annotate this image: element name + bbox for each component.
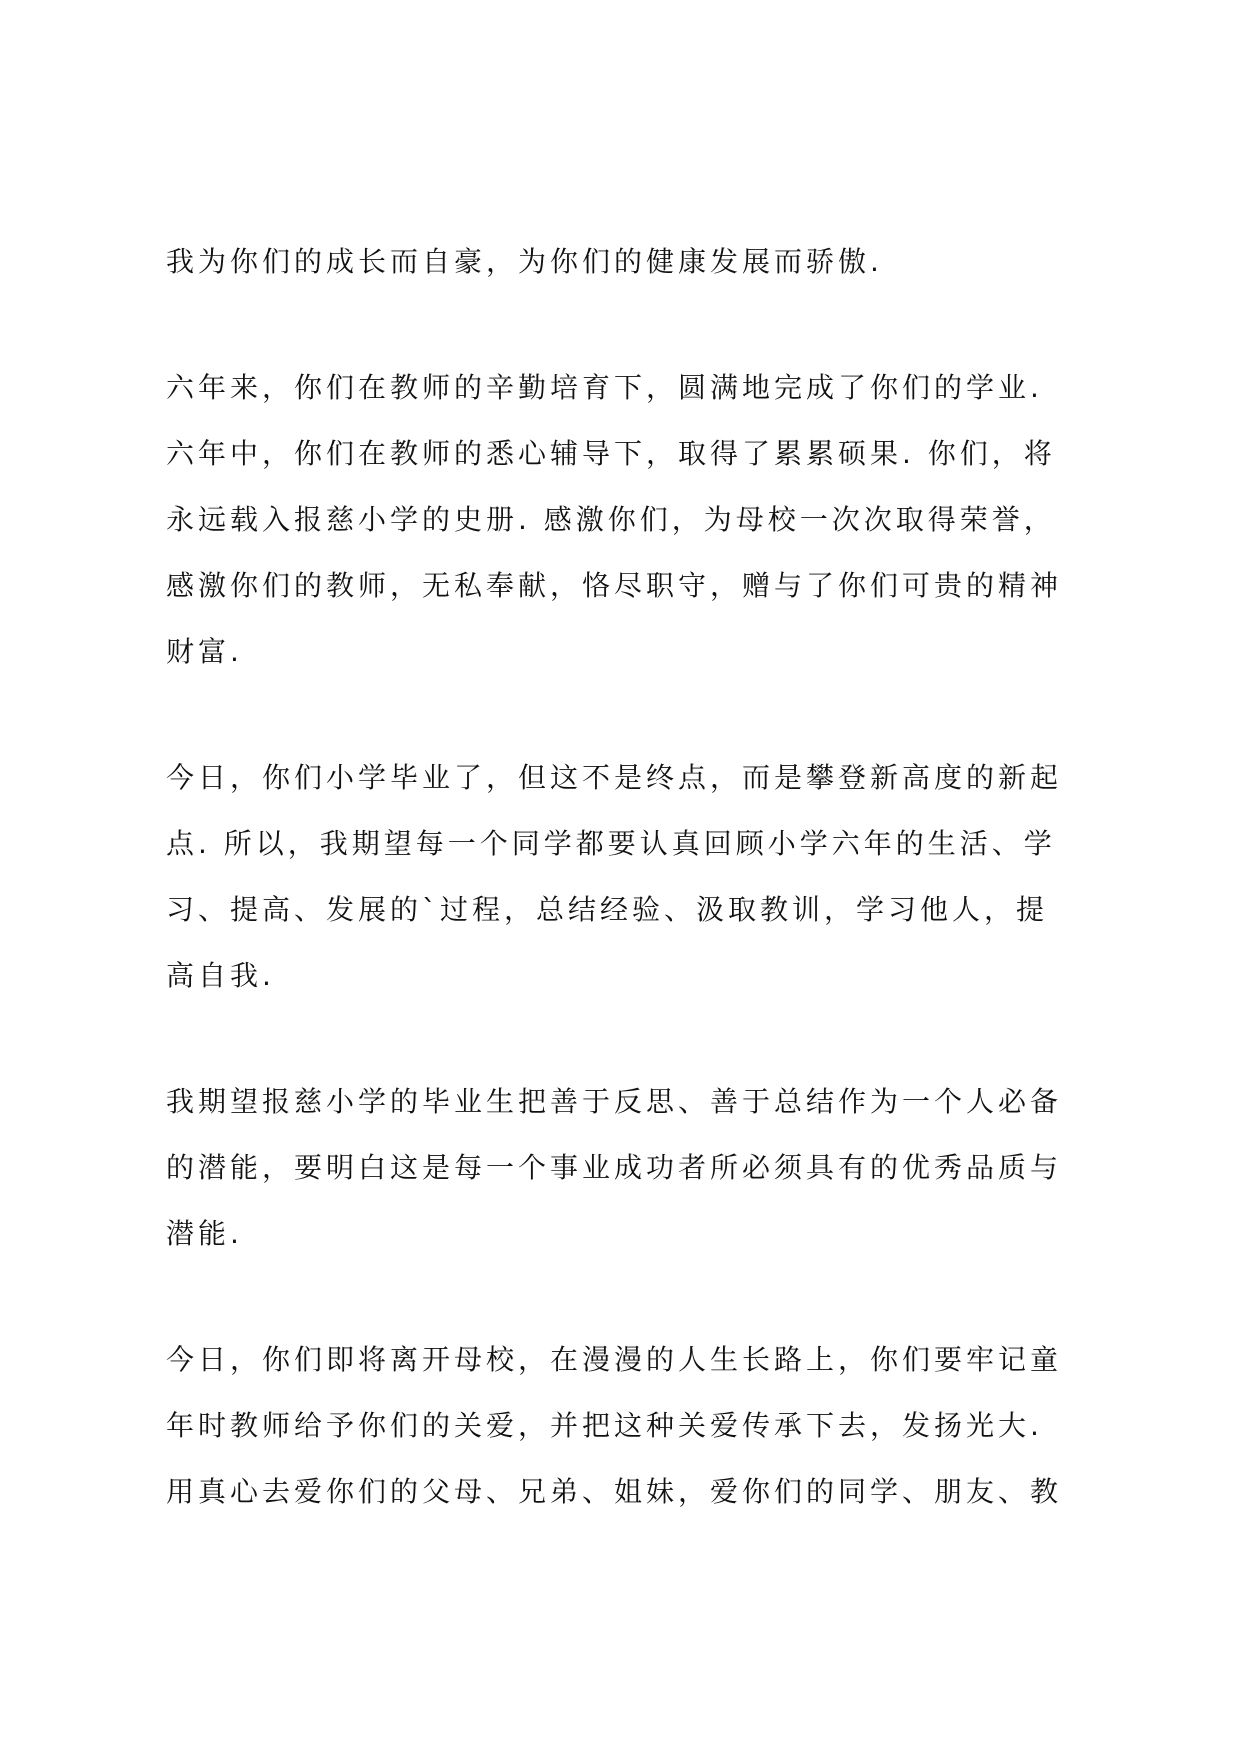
document-body bbox=[166, 229, 1096, 1585]
text-line: 点. 所以，我期望每一个同学都要认真回顾小学六年的生活、学 bbox=[166, 827, 1056, 860]
paragraph-3 bbox=[166, 745, 1096, 1009]
text-line: 高自我. bbox=[166, 959, 275, 992]
paragraph-1 bbox=[166, 229, 1096, 295]
text-line: 财富. bbox=[166, 635, 243, 668]
text-line: 六年中，你们在教师的悉心辅导下，取得了累累硕果. 你们，将 bbox=[166, 437, 1056, 470]
text-line: 的潜能，要明白这是每一个事业成功者所必须具有的优秀品质与 bbox=[166, 1151, 1063, 1184]
text-line: 我为你们的成长而自豪，为你们的健康发展而骄傲. bbox=[166, 245, 883, 278]
text-line: 今日，你们即将离开母校，在漫漫的人生长路上，你们要牢记童 bbox=[166, 1343, 1063, 1376]
text-line: 潜能. bbox=[166, 1217, 243, 1250]
text-line: 感激你们的教师，无私奉献，恪尽职守，赠与了你们可贵的精神 bbox=[166, 569, 1063, 602]
paragraph-2 bbox=[166, 355, 1096, 685]
text-line: 习、提高、发展的`过程，总结经验、汲取教训，学习他人，提 bbox=[166, 893, 1049, 926]
text-line: 年时教师给予你们的关爱，并把这种关爱传承下去，发扬光大. bbox=[166, 1409, 1043, 1442]
text-line: 用真心去爱你们的父母、兄弟、姐妹，爱你们的同学、朋友、教 bbox=[166, 1475, 1063, 1508]
text-line: 我期望报慈小学的毕业生把善于反思、善于总结作为一个人必备 bbox=[166, 1085, 1063, 1118]
text-line: 今日，你们小学毕业了，但这不是终点，而是攀登新高度的新起 bbox=[166, 761, 1063, 794]
paragraph-5 bbox=[166, 1327, 1096, 1525]
text-line: 六年来，你们在教师的辛勤培育下，圆满地完成了你们的学业. bbox=[166, 371, 1043, 404]
paragraph-4 bbox=[166, 1069, 1096, 1267]
text-line: 永远载入报慈小学的史册. 感激你们，为母校一次次取得荣誉， bbox=[166, 503, 1056, 536]
